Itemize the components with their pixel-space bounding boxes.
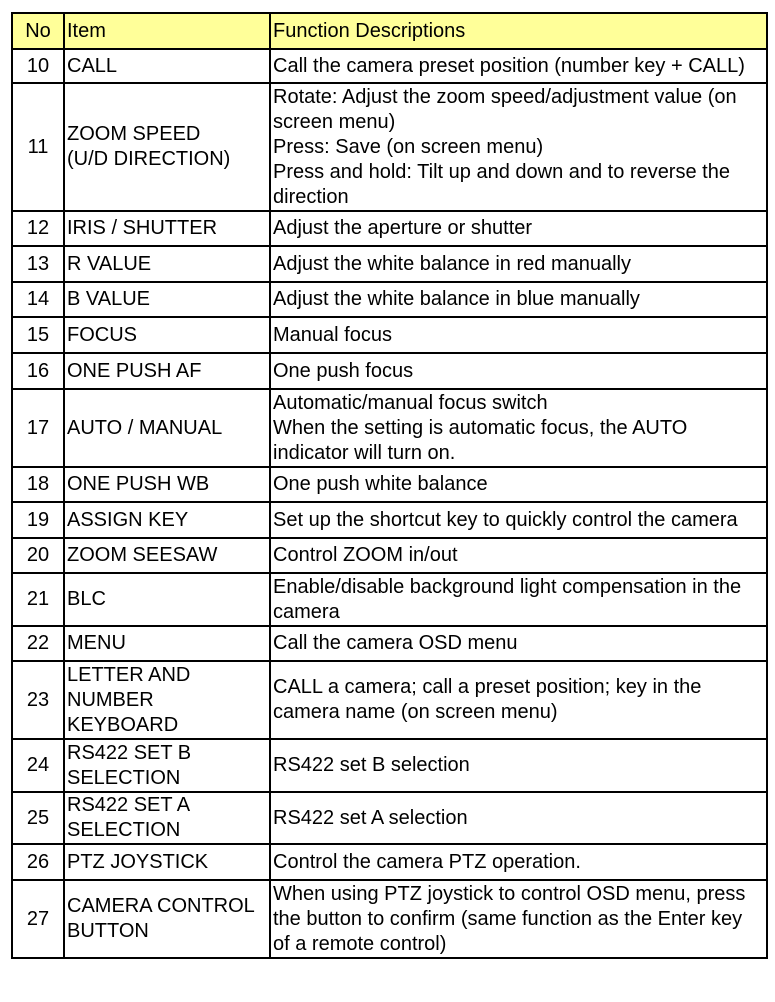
description-line: Press: Save (on screen menu) [273,135,544,158]
row-item [64,573,270,626]
row-item [64,282,270,317]
row-number: 18 [12,467,64,502]
row-description [270,389,767,467]
description-line: One push white balance [273,473,488,495]
description-line: When using PTZ joystick to control OSD menu, press the button to confirm (same function as the Enter key of a remote control) [273,882,746,955]
table-row [12,49,767,83]
row-number: 21 [12,573,64,626]
item-line: ZOOM SPEED [67,123,201,145]
table-header-row [12,13,767,49]
row-description [270,282,767,317]
item-line: PTZ JOYSTICK [67,850,209,873]
table-row [12,844,767,880]
row-description [270,502,767,538]
row-item [64,538,270,573]
row-number: 17 [12,389,64,467]
item-line: MENU [67,632,126,654]
description-line: Enable/disable background light compensation in the camera [273,575,742,623]
row-number: 11 [12,83,64,211]
item-line: AUTO / MANUAL [67,416,223,439]
item-line: RS422 SET A [67,794,191,816]
row-item [64,661,270,739]
table-row [12,317,767,353]
row-description [270,211,767,246]
item-line: NUMBER [67,688,154,711]
row-description [270,317,767,353]
table-row [12,83,767,211]
description-line: Adjust the white balance in red manually [273,252,631,275]
table-row [12,467,767,502]
table-row [12,573,767,626]
table-row [12,626,767,661]
row-item [64,880,270,958]
item-line: KEYBOARD [67,713,179,736]
row-description [270,626,767,661]
table-row [12,792,767,844]
table-body [12,49,767,958]
description-line: When the setting is automatic focus, the AUTO indicator will turn on. [273,416,688,464]
row-item [64,246,270,282]
table-row [12,880,767,958]
item-line: IRIS / SHUTTER [67,217,218,239]
row-description [270,739,767,792]
row-description [270,83,767,211]
row-item [64,502,270,538]
row-number: 26 [12,844,64,880]
header-item: Item [64,13,270,49]
description-line: Rotate: Adjust the zoom speed/adjustment value (on screen menu) [273,85,737,133]
row-item [64,792,270,844]
row-item [64,389,270,467]
item-line: RS422 SET B [67,741,192,764]
row-description [270,538,767,573]
description-line: Control ZOOM in/out [273,544,458,566]
item-line: B VALUE [67,288,150,310]
row-description [270,661,767,739]
row-item [64,467,270,502]
description-line: Call the camera preset position (number key + CALL) [273,54,745,77]
row-item [64,353,270,389]
table-row [12,211,767,246]
row-number: 22 [12,626,64,661]
row-number: 25 [12,792,64,844]
description-line: RS422 set B selection [273,754,470,776]
row-number: 27 [12,880,64,958]
table-row [12,246,767,282]
description-line: Set up the shortcut key to quickly control the camera [273,508,738,531]
description-line: Press and hold: Tilt up and down and to reverse the direction [273,160,730,208]
description-line: Adjust the aperture or shutter [273,217,533,239]
row-number: 13 [12,246,64,282]
description-line: One push focus [273,359,414,382]
row-description [270,49,767,83]
item-line: (U/D DIRECTION) [67,148,231,170]
row-item [64,211,270,246]
row-number: 19 [12,502,64,538]
description-line: Control the camera PTZ operation. [273,850,581,873]
row-number: 20 [12,538,64,573]
table-row [12,353,767,389]
row-description [270,353,767,389]
row-number: 23 [12,661,64,739]
item-line: CAMERA CONTROL [67,895,255,917]
row-number: 24 [12,739,64,792]
description-line: RS422 set A selection [273,806,468,829]
header-function-descriptions: Function Descriptions [270,13,767,49]
row-item [64,83,270,211]
row-description [270,246,767,282]
description-line: Call the camera OSD menu [273,632,518,654]
item-line: ASSIGN KEY [67,508,189,531]
description-line: Adjust the white balance in blue manually [273,288,640,310]
item-line: LETTER AND [67,663,191,686]
row-number: 10 [12,49,64,83]
row-item [64,844,270,880]
row-number: 16 [12,353,64,389]
item-line: FOCUS [67,323,137,346]
table-row [12,389,767,467]
row-number: 12 [12,211,64,246]
description-line: CALL a camera; call a preset position; key in the camera name (on screen menu) [273,676,702,723]
row-number: 15 [12,317,64,353]
table-row [12,282,767,317]
table-row [12,661,767,739]
row-item [64,626,270,661]
description-line: Manual focus [273,323,392,346]
item-line: R VALUE [67,252,152,275]
row-number: 14 [12,282,64,317]
table-row [12,739,767,792]
function-table [11,12,768,959]
table-row [12,502,767,538]
description-line: Automatic/manual focus switch [273,391,548,414]
row-item [64,739,270,792]
function-table-container [11,12,768,959]
item-line: BLC [67,588,106,610]
item-line: CALL [67,54,118,77]
item-line: ONE PUSH WB [67,473,210,495]
table-row [12,538,767,573]
item-line: ONE PUSH AF [67,359,202,382]
row-description [270,844,767,880]
row-description [270,467,767,502]
row-description [270,880,767,958]
item-line: ZOOM SEESAW [67,544,218,566]
row-item [64,49,270,83]
item-line: BUTTON [67,920,149,942]
header-no: No [12,13,64,49]
row-description [270,792,767,844]
item-line: SELECTION [67,766,181,789]
row-description [270,573,767,626]
row-item [64,317,270,353]
item-line: SELECTION [67,819,181,841]
